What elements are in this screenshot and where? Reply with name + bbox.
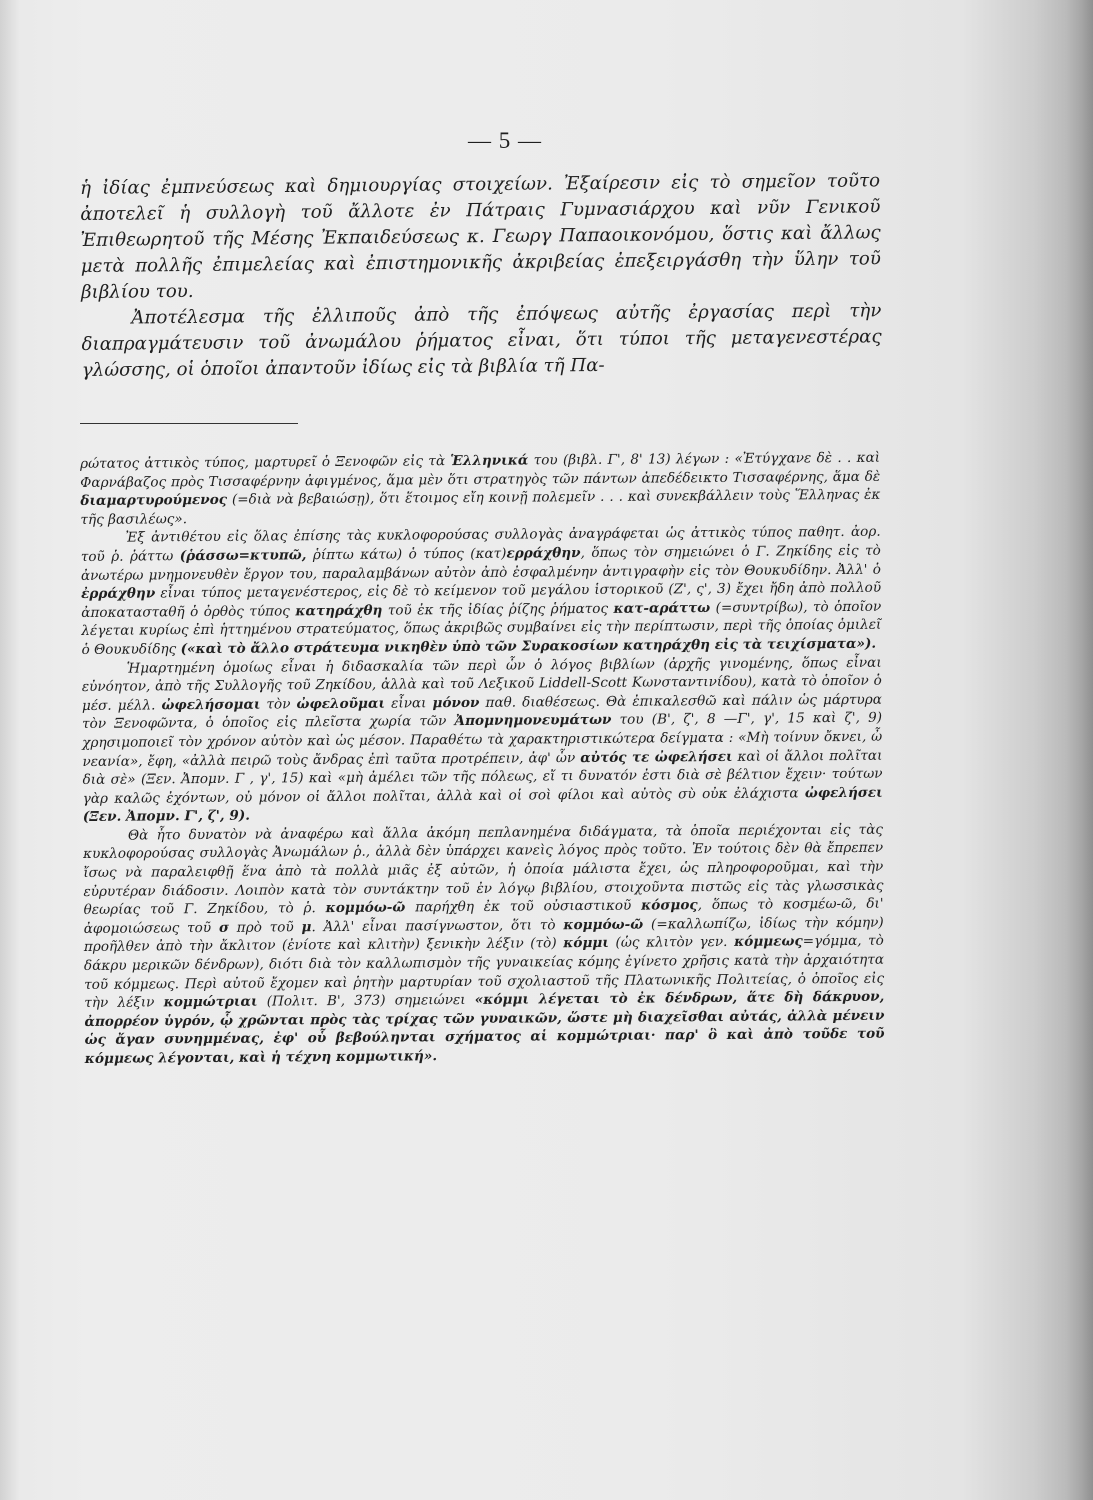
text-run: (=διὰ νὰ βεβαιώσῃ), ὅτι ἕτοιμος εἴη κοινῇ πολεμεῖν . . . καὶ συνεκβάλλειν τοὺς Ἕλληνας ἐκ τῆς βασιλέως». — [80, 486, 881, 528]
bold-term: μόνον — [432, 694, 480, 711]
page-fold-shadow — [0, 0, 20, 1500]
text-run: Ἐξ ἀντιθέτου εἰς ὅλας ἐπίσης τὰς κυκλοφορούσας συλλογὰς ἀναγράφεται ὡς ἀττικὸς τύπος παθητ. ἀορ. τοῦ ῥ. ῥάττω — [80, 524, 881, 565]
text-run: καὶ οἱ ἄλλοι πολῖται διὰ σὲ» (Ξεν. Ἀπομν. Γ , γ', 15) καὶ «μὴ ἀμέλει τῶν τῆς πόλεως, εἴ τι δυνατόν ἐστι διὰ σὲ βέλτιον ἔχειν· τούτων γὰρ καλῶς ἐχόντων, οὐ μόνον οἱ ἄλλοι πολῖται, ἀλλὰ καὶ οἱ σοὶ φίλοι καὶ αὐτὸς σὺ οὐκ ἐλάχιστα — [82, 747, 883, 807]
text-run: ρώτατος ἀττικὸς τύπος, μαρτυρεῖ ὁ Ξενοφῶν εἰς τὰ — [80, 453, 451, 472]
footnote-paragraph-3 — [82, 653, 883, 827]
footnote-paragraph-1 — [80, 449, 881, 530]
bold-term: κόμμεως — [733, 933, 803, 951]
text-run: εἶναι τύπος μεταγενέστερος, εἰς δὲ τὸ κείμενον τοῦ μεγάλου ἱστορικοῦ (Ζ', ς', 3) ἔχει ἤδη ἀπὸ πολλοῦ ἀποκατασταθῆ ὁ ὀρθὸς τύπος — [81, 579, 882, 621]
bold-quote: «κόμμι λέγεται τὸ ἐκ δένδρων, ἅτε δὴ δάκρυον, ἀπορρέον ὑγρόν, ᾧ χρῶνται πρὸς τὰς τρίχας τῶν γυναικῶν, ὥστε μὴ διαχεῖσθαι αὐτάς, ἀλλὰ μένειν ὡς ἄγαν συνημμένας, ἐφ' οὗ βεβούληνται σχήματος αἱ κομμώτριαι· παρ' ὃ καὶ ἀπὸ τοῦδε τοῦ κόμμεως λέγονται, καὶ ἡ τέχνη κομμωτική». — [84, 988, 885, 1067]
text-run: παρήχθη ἐκ τοῦ οὐσιαστικοῦ — [405, 897, 642, 916]
text-run: τοῦ ἐκ τῆς ἰδίας ῥίζης ῥήματος — [382, 600, 614, 619]
bold-term: κόσμος — [641, 897, 698, 914]
bold-term: κομμώτριαι — [163, 993, 258, 1011]
footnote-separator — [80, 423, 298, 424]
bold-term: Ἑλληνικά — [450, 452, 529, 470]
bold-term: σ — [218, 919, 230, 936]
text-run: (=συντρίβω), τὸ ὁποῖον λέγεται κυρίως ἐπὶ ἡττημένου στρατεύματος, ὅπως ἀκριβῶς συμβαίνει εἰς τὴν περίπτωσιν, περὶ τῆς ὁποίας ὁμιλεῖ ὁ Θουκυδίδης — [81, 598, 882, 658]
bold-term: ὠφελοῦμαι — [296, 695, 386, 713]
page-edge-shadow — [1033, 0, 1093, 1500]
main-paragraph-1: ἡ ἰδίας ἐμπνεύσεως καὶ δημιουργίας στοιχείων. Ἐξαίρεσιν εἰς τὸ σημεῖον τοῦτο ἀποτελεῖ ἡ συλλογὴ τοῦ ἄλλοτε ἐν Πάτραις Γυμνασιάρχου καὶ νῦν Γενικοῦ Ἐπιθεωρητοῦ τῆς Μέσης Ἐκπαιδεύσεως κ. Γεωργ Παπαοικονόμου, ὅστις καὶ ἄλλως μετὰ πολλῆς ἐπιμελείας καὶ ἐπιστημονικῆς ἀκριβείας ἐπεξειργάσθη τὴν ὕλην τοῦ βιβλίου του. — [80, 170, 881, 303]
bold-quote: («καὶ τὸ ἄλλο στράτευμα νικηθὲν ὑπὸ τῶν Συρακοσίων κατηράχθη εἰς τὰ τειχίσματα»). — [180, 635, 877, 658]
main-text — [80, 168, 882, 384]
bold-term: ἐρράχθην — [81, 585, 156, 603]
text-run: (Πολιτ. Β', 373) σημειώνει — [257, 992, 475, 1010]
footnote-paragraph-4 — [83, 821, 885, 1069]
bold-term: κατηράχθη — [295, 602, 383, 620]
bold-term: Ἀπομνημονευμάτων — [454, 712, 612, 730]
bold-term: (ῥάσσω=κτυπῶ, — [179, 547, 307, 565]
bold-term: κομμόω-ῶ — [563, 916, 644, 934]
text-run: τὸν — [260, 696, 297, 713]
footnote-paragraph-2 — [81, 523, 882, 659]
text-run: =γόμμα, τὸ δάκρυ μερικῶν δένδρων), διότι διὰ τὸν καλλωπισμὸν τῆς γυναικείας κόμης ἐγίνετο χρῆσις κατὰ τὴν ἀρχαιότητα τοῦ κόμμεως. Περὶ αὐτοῦ ἔχομεν καὶ ῥητὴν μαρτυρίαν τοῦ σχολιαστοῦ τῆς Πλατωνικῆς Πολιτείας, ὁ ὁποῖος εἰς τὴν λέξιν — [83, 933, 885, 1012]
bold-term: μ — [301, 919, 312, 936]
bold-term: ὠφελήσει (Ξεν. Ἀπομν. Γ', ζ', 9). — [82, 784, 883, 826]
main-paragraph-2: Ἀποτέλεσμα τῆς ἐλλιποῦς ἀπὸ τῆς ἐπόψεως αὐτῆς ἐργασίας περὶ τὴν διαπραγμάτευσιν τοῦ ἀνωμάλου ῥήματος εἶναι, ὅτι τύποι τῆς μεταγενεστέρας γλώσσης, οἱ ὁποῖοι ἀπαντοῦν ἰδίως εἰς τὰ βιβλία τῆ Πα- — [81, 300, 882, 381]
text-run: ῥίπτω κάτω) ὁ τύπος (κατ) — [306, 545, 507, 564]
text-run: , ὅπως τὸν σημειώνει ὁ Γ. Ζηκίδης εἰς τὸ ἀνωτέρω μνημονευθὲν ἔργον του, παραλαμβάνων αὐτὸν ἀπὸ ἐσφαλμένην ἀντιγραφὴν εἰς τὸν Θουκυδίδην. Ἀλλ' ὁ — [80, 542, 881, 584]
bold-term: κομμόω-ῶ — [325, 899, 406, 917]
bold-term: ερράχθην — [506, 545, 581, 562]
footnotes — [80, 449, 885, 1069]
text-run: Ἡμαρτημένη ὁμοίως εἶναι ἡ διδασκαλία τῶν περὶ ὧν ὁ λόγος βιβλίων (ἀρχῆς γινομένης, ὅπως εἶναι εὐνόητον, ἀπὸ τῆς Συλλογῆς τοῦ Ζηκίδου, ἀλλὰ καὶ τοῦ Λεξικοῦ Liddell-Scott Κωνσταντινίδου), κατὰ τὸ ὁποῖον ὁ μέσ. μέλλ. — [81, 654, 882, 714]
text-run: (=καλλωπίζω, ἰδίως τὴν κόμην) προῆλθεν ἀπὸ τὴν ἄκλιτον (ἐνίοτε καὶ κλιτὴν) ξενικὴν λέξιν (τὸ) — [83, 914, 884, 956]
bold-term: ὠφελήσομαι — [161, 696, 261, 714]
text-run: πρὸ τοῦ — [228, 919, 302, 936]
text-run: παθ. διαθέσεως. Θὰ ἐπικαλεσθῶ καὶ πάλιν ὡς μάρτυρα τὸν Ξενοφῶντα, ὁ ὁποῖος εἰς πλεῖστα χωρία τῶν — [82, 691, 883, 733]
text-run: εἶναι — [384, 694, 433, 712]
bold-term: διαμαρτυρούμενος — [80, 492, 228, 510]
bold-term: κόμμι — [563, 935, 609, 952]
bold-term: αὐτός τε ὠφελήσει — [580, 748, 733, 766]
text-run: , ὅπως τὸ κοσμέω-ῶ, δι' ἀφομοιώσεως τοῦ — [83, 895, 884, 937]
bold-term: κατ-αράττω — [613, 599, 711, 617]
text-run: Θὰ ἦτο δυνατὸν νὰ ἀναφέρω καὶ ἄλλα ἀκόμη πεπλανημένα διδάγματα, τὰ ὁποῖα περιέχονται εἰς τὰς κυκλοφορούσας συλλογὰς Ἀνωμάλων ῥ., ἀλλὰ δὲν ὑπάρχει κανεὶς λόγος πρὸς τοῦτο. Ἐν τούτοις δὲν θὰ ἔπρεπεν ἴσως νὰ παραλειφθῇ ἕνα ἀπὸ τὰ πολλὰ μιᾶς ἐξ αὐτῶν, ἡ ὁποία μάλιστα ἔχει, ὡς πληροφοροῦμαι, καὶ τὴν εὐρυτέραν διάδοσιν. Λοιπὸν κατὰ τὸν συντάκτην τοῦ ἐν λόγῳ βιβλίου, στοιχοῦντα πιστῶς εἰς τὰς γλωσσικὰς θεωρίας τοῦ Γ. Ζηκίδου, τὸ ῥ. — [83, 821, 884, 919]
page-number: — 5 — — [468, 128, 542, 153]
text-run: του (Β', ζ', 8 —Γ', γ', 15 καὶ ζ', 9) χρησιμοποιεῖ τὸν χρόνον αὐτὸν καὶ ὡς μέσον. Παραθέτω τὰ χαρακτηριστικώτερα δείγματα : «Μὴ τοίνυν ὄκνει, ὦ νεανία», ἔφη, «ἀλλὰ πειρῶ τοὺς ἄνδρας ἐπὶ ταῦτα προτρέπειν, ἀφ' ὧν — [82, 710, 883, 770]
text-run: (ὡς κλιτὸν γεν. — [608, 934, 735, 952]
text-run: του (βιβλ. Γ', 8' 13) λέγων : «Ἐτύγχανε δὲ . . καὶ Φαρνάβαζος πρὸς Τισσαφέρνην ἀφιγμένος, ἅμα μὲν ὅτι στρατηγὸς τῶν πάντων ἀπεδέδεικτο Τισσαφέρνης, ἅμα δὲ — [80, 449, 881, 491]
text-run: . Ἀλλ' εἶναι πασίγνωστον, ὅτι τὸ — [311, 917, 564, 936]
